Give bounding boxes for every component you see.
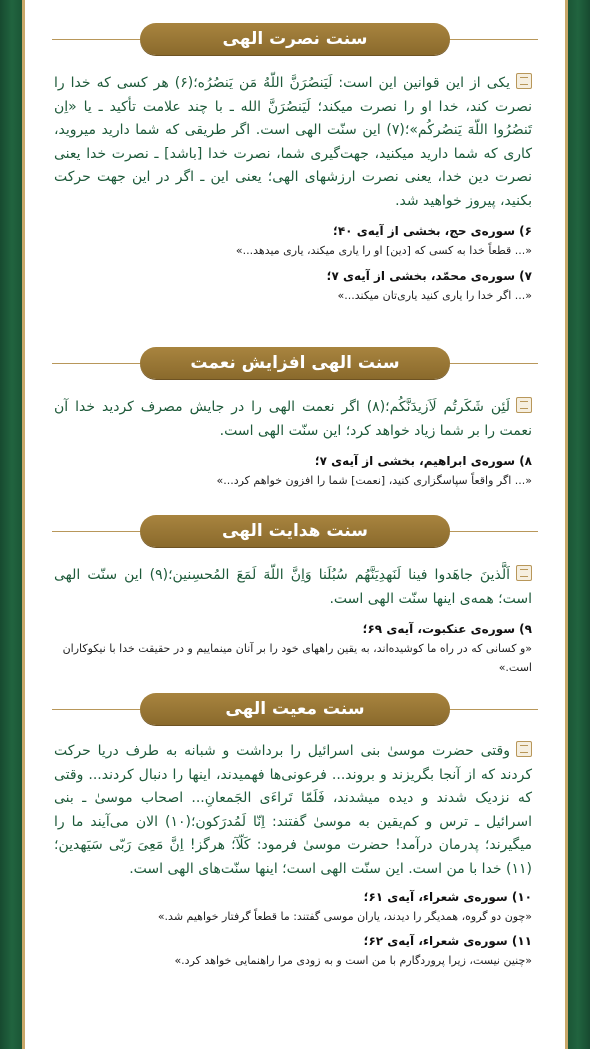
footnote-head: ۸) سوره‌ی ابراهیم، بخشی از آیه‌ی ۷؛ (314, 454, 532, 468)
footnote (54, 931, 532, 970)
footnote-head: ۱۰) سوره‌ی شعراء، آیه‌ی ۶۱؛ (363, 890, 532, 904)
header-divider (438, 709, 538, 710)
header-divider (52, 363, 152, 364)
section-title: سنت معیت الهی (140, 693, 450, 725)
paragraph-text: وقتی حضرت موسیٰ بنی اسرائیل را برداشت و شبانه به طرف دریا حرکت کردند که از آنجا بگریزند و بروند... فرعونی‌ها فهمیدند، اینها را دنبال کردند... وقتی که نزدیک شدند و دیده میشدند، فَلَمّا تَراءَی الجَمعانِ... اصحاب موسیٰ ـ بنی اسرائیل ـ ترس و کم‌یقین به موسیٰ گفتند: اِنّا لَمُدرَکون؛(۱۰) الان می‌آیند ما را میگیرند؛ پدرمان درآمد! حضرت موسیٰ فرمود: کَلّآ؛ هرگز! اِنَّ مَعِیَ رَبّی سَیَهدین؛(۱۱) خدا با من است. این سنّت الهی است؛ اینها سنّت‌های الهی است. (54, 743, 532, 877)
footnote-text: «... اگر واقعاً سپاسگزاری کنید، [نعمت] شما را افزون خواهم کرد...» (216, 474, 532, 487)
header-divider (438, 39, 538, 40)
document-icon (516, 565, 532, 581)
footnote (54, 887, 532, 926)
footnote-head: ۷) سوره‌ی محمّد، بخشی از آیه‌ی ۷؛ (326, 269, 532, 283)
paragraph-text: لَئِن شَکَرتُم لَاَزیدَنَّکُم؛(۸) اگر نعمت الهی را در جایش مصرف کردید خدا آن نعمت را بر شما زیاد خواهد کرد؛ این سنّت الهی است. (54, 399, 532, 439)
document-icon (516, 73, 532, 89)
header-divider (438, 531, 538, 532)
footnote-head: ۶) سوره‌ی حج، بخشی از آیه‌ی ۴۰؛ (333, 224, 532, 238)
paragraph-text: اَلَّذینَ جاهَدوا فینا لَنَهدِیَنَّهُم سُبُلَنا وَاِنَّ اللّهَ لَمَعَ المُحسِنین؛(۹) این سنّت الهی است؛ همه‌ی اینها سنّت الهی است. (54, 567, 532, 607)
footnote (54, 451, 532, 490)
footnote (54, 266, 532, 305)
header-divider (52, 531, 152, 532)
footnote-head: ۹) سوره‌ی عنکبوت، آیه‌ی ۶۹؛ (362, 622, 532, 636)
paragraph-text: یکی از این قوانین این است: لَیَنصُرَنَّ اللّهُ مَن یَنصُرُه؛(۶) هر کسی که خدا را نصرت کند، خدا او را نصرت میکند؛ لَیَنصُرَنَّ الله ـ با چند علامت تأکید ـ یا «اِن تَنصُرُوا اللّهَ یَنصُرکُم»؛(۷) این سنّت الهی است. اگر طریقی که شما دارید میروید، کاری که شما دارید میکنید، جهت‌گیری شما، نصرت خدا [باشد] ـ نصرت خدا یعنی نصرت دین خدا، یعنی نصرت ارزشهای الهی؛ یعنی این ـ اگر در این جهت حرکت بکنید، پیروز خواهید شد. (54, 75, 532, 209)
section-paragraph (54, 740, 532, 881)
footnote-text: «... قطعاً خدا به کسی که [دین] او را یاری میکند، یاری میدهد...» (235, 244, 532, 257)
section-header (22, 690, 568, 730)
footnote-head: ۱۱) سوره‌ی شعراء، آیه‌ی ۶۲؛ (363, 934, 532, 948)
section-paragraph (54, 564, 532, 611)
section-paragraph (54, 72, 532, 213)
header-divider (52, 39, 152, 40)
section-paragraph (54, 396, 532, 443)
footnote-text: «چون دو گروه، همدیگر را دیدند، یاران موسی گفتند: ما قطعاً گرفتار خواهیم شد.» (157, 910, 532, 923)
section-nusrat (22, 20, 568, 305)
footnote-text: «... اگر خدا را یاری کنید یاری‌تان میکند...» (337, 289, 532, 302)
document-icon (516, 397, 532, 413)
section-hedayat (22, 512, 568, 677)
section-title: سنت نصرت الهی (140, 23, 450, 55)
section-maiyat (22, 690, 568, 970)
section-nemat (22, 344, 568, 490)
document-icon (516, 741, 532, 757)
section-header (22, 512, 568, 552)
footnote (54, 619, 532, 677)
header-divider (52, 709, 152, 710)
header-divider (438, 363, 538, 364)
section-title: سنت هدایت الهی (140, 515, 450, 547)
section-header (22, 344, 568, 384)
footnote (54, 221, 532, 260)
footnote-text: «و کسانی که در راه ما کوشیده‌اند، به یقین راههای خود را بر آنان مینماییم و در حقیقت خدا با نیکوکاران است.» (62, 642, 532, 674)
section-header (22, 20, 568, 60)
section-title: سنت الهی افزایش نعمت (140, 347, 450, 379)
footnote-text: «چنین نیست، زیرا پروردگارم با من است و به زودی مرا راهنمایی خواهد کرد.» (174, 954, 532, 967)
